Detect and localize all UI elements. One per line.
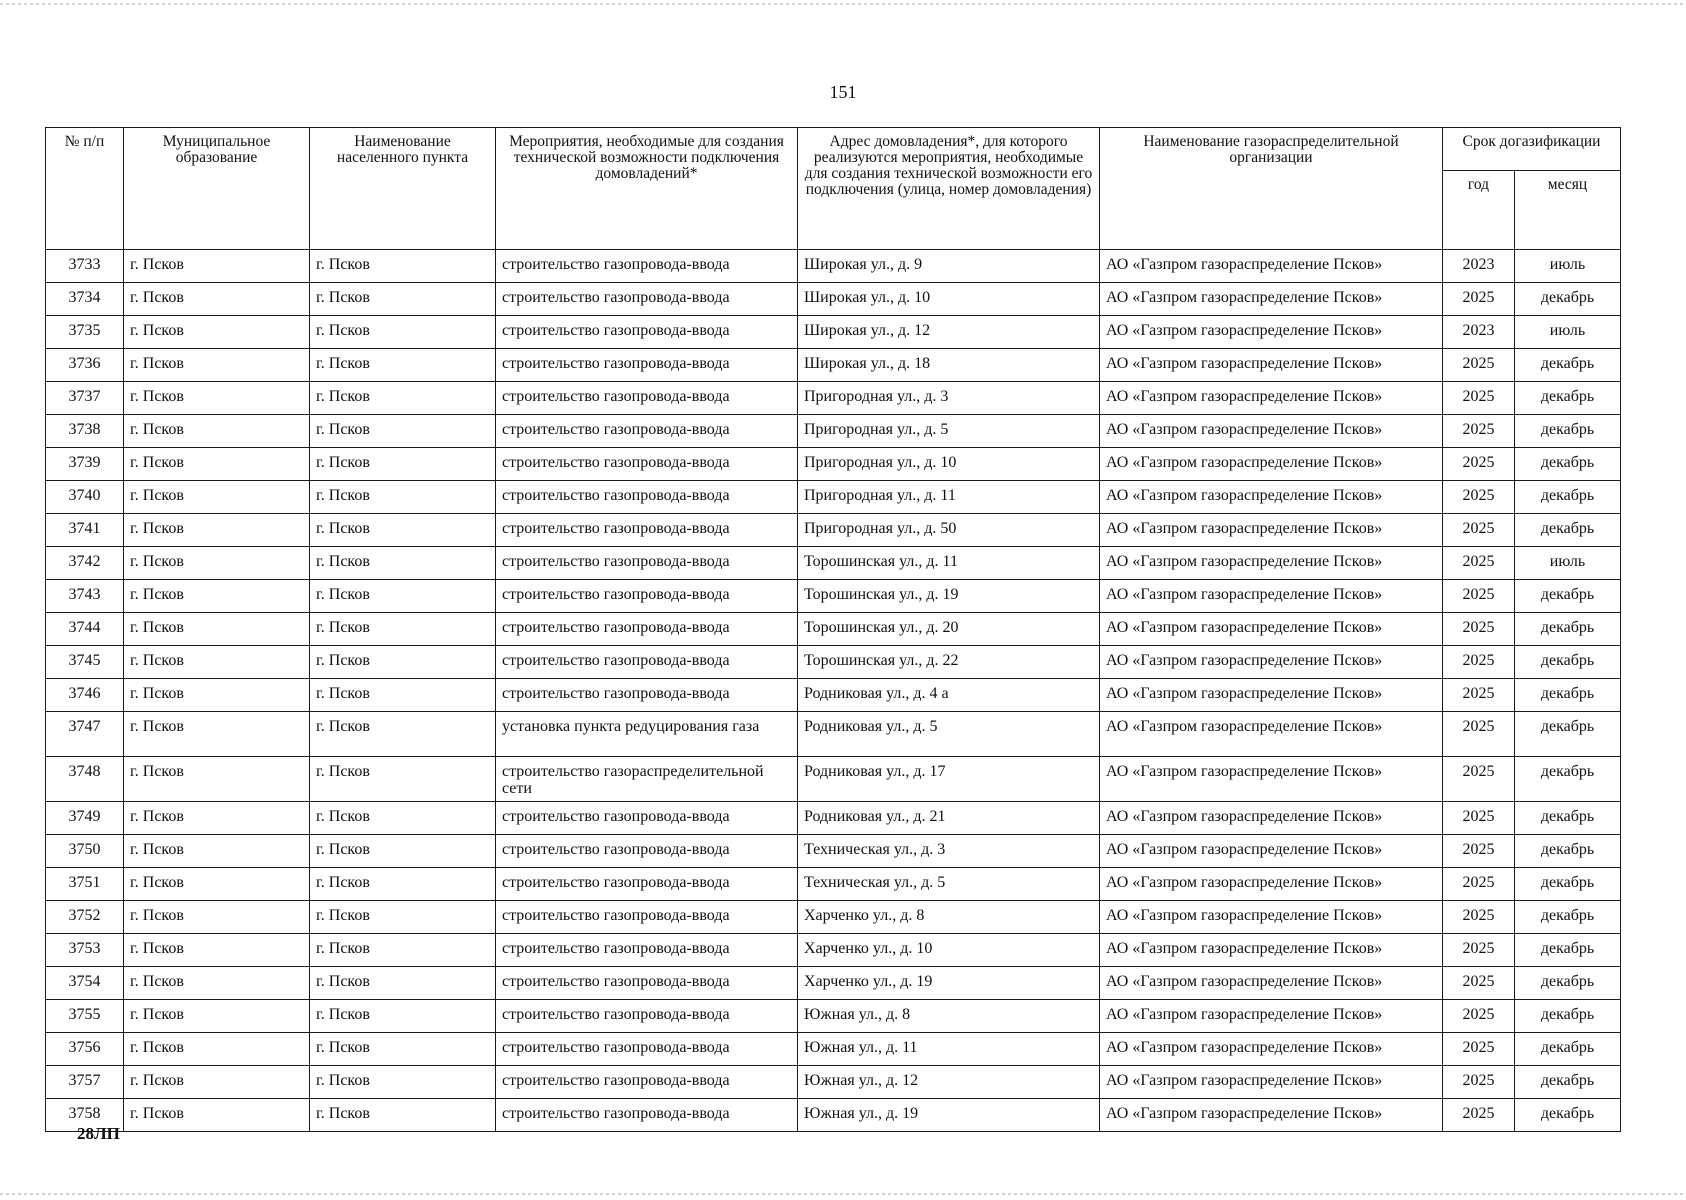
cell-measure: строительство газопровода-ввода [496, 1066, 798, 1099]
cell-month: декабрь [1515, 1099, 1621, 1132]
cell-month: декабрь [1515, 415, 1621, 448]
cell-municipality: г. Псков [124, 580, 310, 613]
cell-municipality: г. Псков [124, 382, 310, 415]
cell-address: Пригородная ул., д. 50 [798, 514, 1100, 547]
cell-num: 3752 [46, 901, 124, 934]
cell-settlement: г. Псков [310, 901, 496, 934]
cell-organization: АО «Газпром газораспределение Псков» [1100, 901, 1443, 934]
cell-measure: строительство газопровода-ввода [496, 679, 798, 712]
table-row [46, 547, 1621, 580]
cell-num: 3736 [46, 349, 124, 382]
cell-municipality: г. Псков [124, 613, 310, 646]
cell-organization: АО «Газпром газораспределение Псков» [1100, 1066, 1443, 1099]
table-body [46, 250, 1621, 1132]
cell-municipality: г. Псков [124, 802, 310, 835]
table-row [46, 1000, 1621, 1033]
cell-year: 2025 [1443, 580, 1515, 613]
header-organization: Наименование газораспределительной организации [1100, 128, 1443, 250]
table-row [46, 967, 1621, 1000]
gasification-table [45, 127, 1621, 1132]
cell-year: 2025 [1443, 1066, 1515, 1099]
cell-measure: строительство газопровода-ввода [496, 415, 798, 448]
cell-municipality: г. Псков [124, 250, 310, 283]
cell-year: 2025 [1443, 613, 1515, 646]
cell-num: 3739 [46, 448, 124, 481]
cell-settlement: г. Псков [310, 1033, 496, 1066]
cell-address: Харченко ул., д. 19 [798, 967, 1100, 1000]
cell-measure: установка пункта редуцирования газа [496, 712, 798, 757]
table-row [46, 679, 1621, 712]
cell-month: декабрь [1515, 514, 1621, 547]
cell-num: 3753 [46, 934, 124, 967]
cell-organization: АО «Газпром газораспределение Псков» [1100, 613, 1443, 646]
cell-address: Пригородная ул., д. 3 [798, 382, 1100, 415]
cell-year: 2023 [1443, 316, 1515, 349]
cell-organization: АО «Газпром газораспределение Псков» [1100, 382, 1443, 415]
cell-settlement: г. Псков [310, 679, 496, 712]
cell-settlement: г. Псков [310, 1066, 496, 1099]
cell-address: Родниковая ул., д. 5 [798, 712, 1100, 757]
cell-settlement: г. Псков [310, 481, 496, 514]
cell-num: 3749 [46, 802, 124, 835]
table-row [46, 415, 1621, 448]
cell-measure: строительство газопровода-ввода [496, 382, 798, 415]
cell-num: 3742 [46, 547, 124, 580]
cell-organization: АО «Газпром газораспределение Псков» [1100, 448, 1443, 481]
cell-year: 2025 [1443, 679, 1515, 712]
cell-measure: строительство газопровода-ввода [496, 481, 798, 514]
cell-num: 3757 [46, 1066, 124, 1099]
cell-address: Харченко ул., д. 10 [798, 934, 1100, 967]
document-code: 28ЛП [77, 1124, 120, 1143]
cell-num: 3738 [46, 415, 124, 448]
cell-num: 3733 [46, 250, 124, 283]
cell-month: декабрь [1515, 382, 1621, 415]
cell-year: 2025 [1443, 757, 1515, 802]
cell-measure: строительство газопровода-ввода [496, 547, 798, 580]
cell-organization: АО «Газпром газораспределение Псков» [1100, 580, 1443, 613]
cell-measure: строительство газопровода-ввода [496, 802, 798, 835]
cell-organization: АО «Газпром газораспределение Псков» [1100, 547, 1443, 580]
cell-settlement: г. Псков [310, 613, 496, 646]
header-measures: Мероприятия, необходимые для создания технической возможности подключения домовладений* [496, 128, 798, 250]
cell-measure: строительство газопровода-ввода [496, 934, 798, 967]
cell-organization: АО «Газпром газораспределение Псков» [1100, 967, 1443, 1000]
cell-municipality: г. Псков [124, 547, 310, 580]
cell-num: 3758 [46, 1099, 124, 1132]
scan-edge-top [0, 3, 1686, 5]
cell-municipality: г. Псков [124, 646, 310, 679]
cell-municipality: г. Псков [124, 415, 310, 448]
cell-settlement: г. Псков [310, 934, 496, 967]
cell-address: Южная ул., д. 8 [798, 1000, 1100, 1033]
cell-organization: АО «Газпром газораспределение Псков» [1100, 283, 1443, 316]
cell-settlement: г. Псков [310, 646, 496, 679]
table-row [46, 448, 1621, 481]
cell-organization: АО «Газпром газораспределение Псков» [1100, 1099, 1443, 1132]
cell-settlement: г. Псков [310, 316, 496, 349]
cell-municipality: г. Псков [124, 1033, 310, 1066]
cell-measure: строительство газопровода-ввода [496, 1099, 798, 1132]
table-row [46, 349, 1621, 382]
cell-measure: строительство газопровода-ввода [496, 1033, 798, 1066]
cell-month: июль [1515, 316, 1621, 349]
cell-organization: АО «Газпром газораспределение Псков» [1100, 514, 1443, 547]
cell-num: 3746 [46, 679, 124, 712]
cell-measure: строительство газопровода-ввода [496, 613, 798, 646]
cell-organization: АО «Газпром газораспределение Псков» [1100, 934, 1443, 967]
cell-measure: строительство газопровода-ввода [496, 514, 798, 547]
table-row [46, 283, 1621, 316]
cell-organization: АО «Газпром газораспределение Псков» [1100, 712, 1443, 757]
cell-settlement: г. Псков [310, 349, 496, 382]
cell-organization: АО «Газпром газораспределение Псков» [1100, 1033, 1443, 1066]
cell-settlement: г. Псков [310, 580, 496, 613]
cell-num: 3744 [46, 613, 124, 646]
cell-measure: строительство газораспределительной сети [496, 757, 798, 802]
cell-year: 2025 [1443, 514, 1515, 547]
cell-address: Торошинская ул., д. 19 [798, 580, 1100, 613]
cell-month: декабрь [1515, 868, 1621, 901]
cell-year: 2025 [1443, 1000, 1515, 1033]
cell-month: декабрь [1515, 613, 1621, 646]
cell-address: Торошинская ул., д. 20 [798, 613, 1100, 646]
table-row [46, 382, 1621, 415]
cell-measure: строительство газопровода-ввода [496, 283, 798, 316]
table-row [46, 613, 1621, 646]
cell-address: Торошинская ул., д. 22 [798, 646, 1100, 679]
cell-num: 3754 [46, 967, 124, 1000]
table-row [46, 481, 1621, 514]
cell-organization: АО «Газпром газораспределение Псков» [1100, 1000, 1443, 1033]
cell-num: 3750 [46, 835, 124, 868]
cell-municipality: г. Псков [124, 757, 310, 802]
cell-municipality: г. Псков [124, 901, 310, 934]
cell-municipality: г. Псков [124, 1000, 310, 1033]
cell-year: 2025 [1443, 901, 1515, 934]
cell-address: Родниковая ул., д. 21 [798, 802, 1100, 835]
cell-organization: АО «Газпром газораспределение Псков» [1100, 481, 1443, 514]
cell-year: 2025 [1443, 967, 1515, 1000]
cell-num: 3748 [46, 757, 124, 802]
cell-address: Южная ул., д. 19 [798, 1099, 1100, 1132]
header-deadline: Срок догазификации [1443, 128, 1621, 171]
table-row [46, 757, 1621, 802]
cell-num: 3734 [46, 283, 124, 316]
cell-settlement: г. Псков [310, 415, 496, 448]
cell-address: Родниковая ул., д. 17 [798, 757, 1100, 802]
table-row [46, 580, 1621, 613]
table-row [46, 712, 1621, 757]
cell-organization: АО «Газпром газораспределение Псков» [1100, 802, 1443, 835]
cell-address: Родниковая ул., д. 4 а [798, 679, 1100, 712]
header-municipality: Муниципальное образование [124, 128, 310, 250]
cell-settlement: г. Псков [310, 382, 496, 415]
cell-municipality: г. Псков [124, 934, 310, 967]
cell-organization: АО «Газпром газораспределение Псков» [1100, 349, 1443, 382]
cell-municipality: г. Псков [124, 283, 310, 316]
cell-month: декабрь [1515, 646, 1621, 679]
cell-num: 3737 [46, 382, 124, 415]
cell-municipality: г. Псков [124, 835, 310, 868]
cell-month: декабрь [1515, 712, 1621, 757]
header-settlement: Наименование населенного пункта [310, 128, 496, 250]
cell-organization: АО «Газпром газораспределение Псков» [1100, 646, 1443, 679]
cell-measure: строительство газопровода-ввода [496, 448, 798, 481]
cell-year: 2025 [1443, 1099, 1515, 1132]
cell-measure: строительство газопровода-ввода [496, 868, 798, 901]
cell-num: 3755 [46, 1000, 124, 1033]
table-row [46, 250, 1621, 283]
cell-municipality: г. Псков [124, 1099, 310, 1132]
cell-year: 2025 [1443, 934, 1515, 967]
cell-address: Южная ул., д. 12 [798, 1066, 1100, 1099]
cell-month: декабрь [1515, 967, 1621, 1000]
cell-municipality: г. Псков [124, 712, 310, 757]
header-month: месяц [1515, 171, 1621, 250]
scan-edge-bottom [0, 1193, 1686, 1195]
cell-year: 2025 [1443, 283, 1515, 316]
cell-measure: строительство газопровода-ввода [496, 316, 798, 349]
cell-municipality: г. Псков [124, 1066, 310, 1099]
cell-settlement: г. Псков [310, 514, 496, 547]
cell-address: Пригородная ул., д. 11 [798, 481, 1100, 514]
cell-municipality: г. Псков [124, 349, 310, 382]
header-address: Адрес домовладения*, для которого реализуются мероприятия, необходимые для создания технической возможности его подключения (улица, номер домовладения) [798, 128, 1100, 250]
table-row [46, 901, 1621, 934]
cell-measure: строительство газопровода-ввода [496, 349, 798, 382]
cell-measure: строительство газопровода-ввода [496, 835, 798, 868]
cell-municipality: г. Псков [124, 316, 310, 349]
cell-year: 2025 [1443, 349, 1515, 382]
cell-num: 3751 [46, 868, 124, 901]
table-row [46, 1066, 1621, 1099]
cell-address: Южная ул., д. 11 [798, 1033, 1100, 1066]
cell-year: 2025 [1443, 868, 1515, 901]
cell-year: 2025 [1443, 382, 1515, 415]
cell-address: Пригородная ул., д. 5 [798, 415, 1100, 448]
header-num: № п/п [46, 128, 124, 250]
table-row [46, 802, 1621, 835]
cell-organization: АО «Газпром газораспределение Псков» [1100, 835, 1443, 868]
cell-month: декабрь [1515, 580, 1621, 613]
cell-organization: АО «Газпром газораспределение Псков» [1100, 868, 1443, 901]
cell-address: Техническая ул., д. 5 [798, 868, 1100, 901]
cell-settlement: г. Псков [310, 712, 496, 757]
cell-year: 2025 [1443, 1033, 1515, 1066]
cell-measure: строительство газопровода-ввода [496, 1000, 798, 1033]
cell-year: 2025 [1443, 448, 1515, 481]
cell-address: Широкая ул., д. 9 [798, 250, 1100, 283]
cell-year: 2025 [1443, 547, 1515, 580]
cell-month: июль [1515, 250, 1621, 283]
cell-month: декабрь [1515, 349, 1621, 382]
table-row [46, 934, 1621, 967]
cell-municipality: г. Псков [124, 868, 310, 901]
cell-organization: АО «Газпром газораспределение Псков» [1100, 679, 1443, 712]
table-row [46, 1033, 1621, 1066]
cell-municipality: г. Псков [124, 448, 310, 481]
cell-month: декабрь [1515, 757, 1621, 802]
cell-municipality: г. Псков [124, 514, 310, 547]
cell-organization: АО «Газпром газораспределение Псков» [1100, 316, 1443, 349]
cell-address: Широкая ул., д. 12 [798, 316, 1100, 349]
cell-measure: строительство газопровода-ввода [496, 967, 798, 1000]
table-row [46, 514, 1621, 547]
cell-settlement: г. Псков [310, 250, 496, 283]
table-row [46, 646, 1621, 679]
cell-num: 3741 [46, 514, 124, 547]
cell-year: 2025 [1443, 481, 1515, 514]
cell-settlement: г. Псков [310, 547, 496, 580]
table-row [46, 1099, 1621, 1132]
cell-municipality: г. Псков [124, 481, 310, 514]
cell-settlement: г. Псков [310, 802, 496, 835]
header-year: год [1443, 171, 1515, 250]
cell-municipality: г. Псков [124, 679, 310, 712]
table-row [46, 835, 1621, 868]
cell-settlement: г. Псков [310, 1099, 496, 1132]
cell-address: Широкая ул., д. 10 [798, 283, 1100, 316]
cell-settlement: г. Псков [310, 868, 496, 901]
cell-month: декабрь [1515, 901, 1621, 934]
cell-month: декабрь [1515, 481, 1621, 514]
cell-address: Харченко ул., д. 8 [798, 901, 1100, 934]
cell-num: 3745 [46, 646, 124, 679]
cell-address: Техническая ул., д. 3 [798, 835, 1100, 868]
table-header [46, 128, 1621, 250]
cell-year: 2023 [1443, 250, 1515, 283]
cell-settlement: г. Псков [310, 967, 496, 1000]
cell-num: 3747 [46, 712, 124, 757]
cell-month: декабрь [1515, 1000, 1621, 1033]
cell-year: 2025 [1443, 646, 1515, 679]
table-row [46, 316, 1621, 349]
cell-num: 3740 [46, 481, 124, 514]
cell-address: Пригородная ул., д. 10 [798, 448, 1100, 481]
cell-year: 2025 [1443, 415, 1515, 448]
cell-month: декабрь [1515, 448, 1621, 481]
cell-settlement: г. Псков [310, 448, 496, 481]
cell-address: Торошинская ул., д. 11 [798, 547, 1100, 580]
cell-year: 2025 [1443, 802, 1515, 835]
cell-num: 3743 [46, 580, 124, 613]
cell-measure: строительство газопровода-ввода [496, 646, 798, 679]
cell-month: декабрь [1515, 679, 1621, 712]
cell-settlement: г. Псков [310, 835, 496, 868]
cell-month: декабрь [1515, 283, 1621, 316]
cell-num: 3756 [46, 1033, 124, 1066]
cell-month: декабрь [1515, 835, 1621, 868]
cell-month: декабрь [1515, 934, 1621, 967]
cell-measure: строительство газопровода-ввода [496, 250, 798, 283]
cell-municipality: г. Псков [124, 967, 310, 1000]
cell-organization: АО «Газпром газораспределение Псков» [1100, 415, 1443, 448]
cell-num: 3735 [46, 316, 124, 349]
page-number: 151 [829, 82, 857, 102]
cell-settlement: г. Псков [310, 757, 496, 802]
cell-month: декабрь [1515, 1033, 1621, 1066]
cell-year: 2025 [1443, 712, 1515, 757]
cell-organization: АО «Газпром газораспределение Псков» [1100, 757, 1443, 802]
cell-month: декабрь [1515, 1066, 1621, 1099]
cell-measure: строительство газопровода-ввода [496, 901, 798, 934]
cell-organization: АО «Газпром газораспределение Псков» [1100, 250, 1443, 283]
cell-settlement: г. Псков [310, 1000, 496, 1033]
cell-month: июль [1515, 547, 1621, 580]
cell-settlement: г. Псков [310, 283, 496, 316]
cell-measure: строительство газопровода-ввода [496, 580, 798, 613]
table-row [46, 868, 1621, 901]
cell-address: Широкая ул., д. 18 [798, 349, 1100, 382]
cell-month: декабрь [1515, 802, 1621, 835]
cell-year: 2025 [1443, 835, 1515, 868]
